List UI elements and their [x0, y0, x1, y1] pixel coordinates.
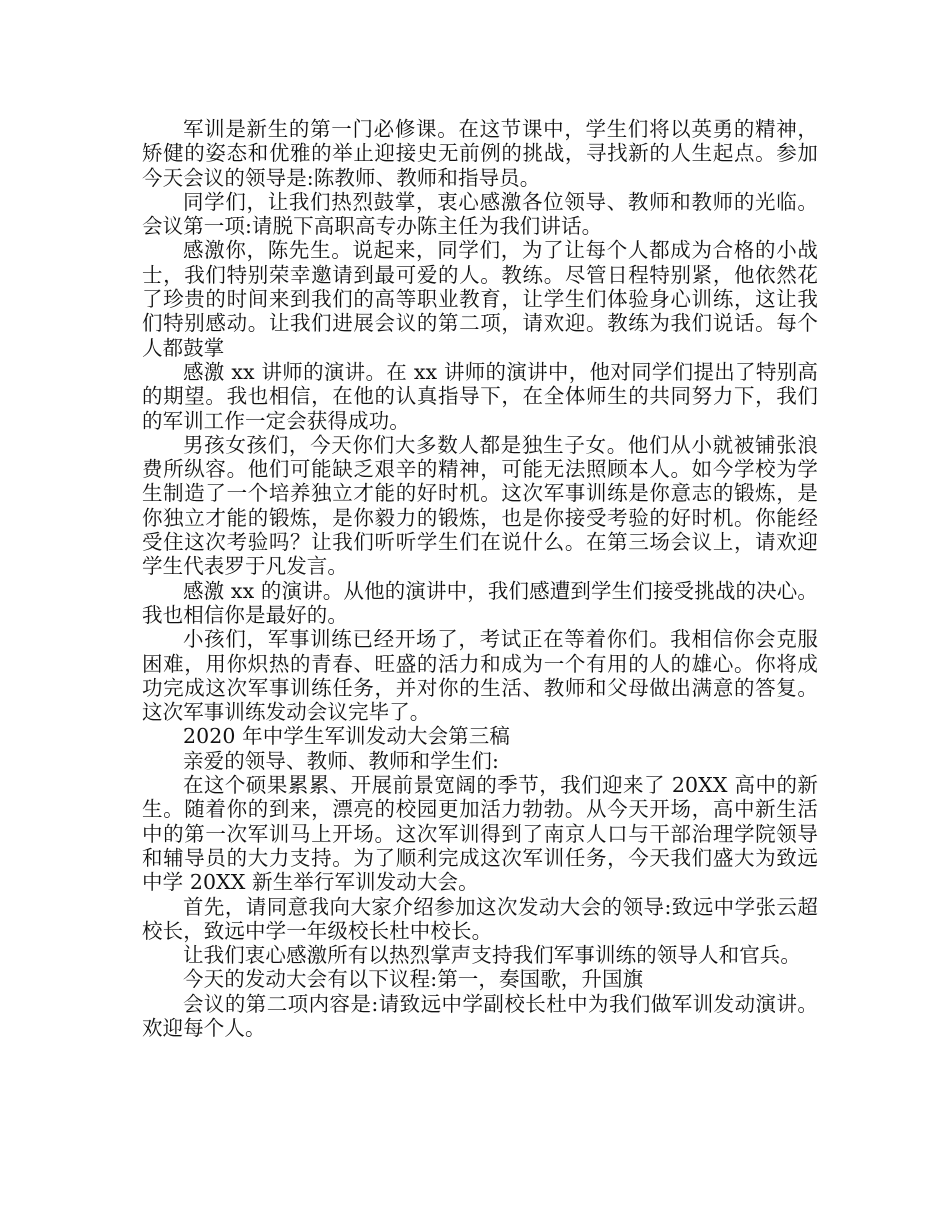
salutation: 亲爱的领导、教师、教师和学生们:: [183, 748, 500, 773]
paragraph-10: 让我们衷心感激所有以热烈掌声支持我们军事训练的领导人和官兵。: [183, 943, 801, 968]
paragraph-1: 军训是新生的第一门必修课。在这节课中，学生们将以英勇的精神，矫健的姿态和优雅的举止迎接史无前例的挑战，寻找新的人生起点。参加今天会议的领导是:陈教师、教师和指导员。: [142, 117, 818, 190]
paragraph-2: 同学们，让我们热烈鼓掌，衷心感激各位领导、教师和教师的光临。会议第一项:请脱下高职高专办陈主任为我们讲话。: [142, 189, 818, 239]
paragraph-5: 男孩女孩们，今天你们大多数人都是独生子女。他们从小就被铺张浪费所纵容。他们可能缺乏艰辛的精神，可能无法照顾本人。如今学校为学生制造了一个培养独立才能的好时机。这次军事训练是你意志的锻炼，是你独立才能的锻炼，是你毅力的锻炼，也是你接受考验的好时机。你能经受住这次考验吗？让我们听听学生们在说什么。在第三场会议上，请欢迎学生代表罗于凡发言。: [142, 432, 818, 579]
document-body: [142, 117, 818, 1040]
paragraph-9: 首先，请同意我向大家介绍参加这次发动大会的领导:致远中学张云超校长，致远中学一年级校长杜中校长。: [142, 894, 818, 943]
paragraph-7: 小孩们，军事训练已经开场了，考试正在等着你们。我相信你会克服困难，用你炽热的青春、旺盛的活力和成为一个有用的人的雄心。你将成功完成这次军事训练任务，并对你的生活、教师和父母做出满意的答复。这次军事训练发动会议完毕了。: [142, 627, 818, 725]
paragraph-11: 今天的发动大会有以下议程:第一，奏国歌，升国旗: [183, 967, 644, 992]
paragraph-8: 在这个硕果累累、开展前景宽阔的季节，我们迎来了 20XX 高中的新生。随着你的到来，漂亮的校园更加活力勃勃。从今天开场，高中新生活中的第一次军训马上开场。这次军训得到了南京人口与干部治理学院领导和辅导员的大力支持。为了顺利完成这次军训任务，今天我们盛大为致远中学 20XX 新生举行军训发动大会。: [142, 773, 818, 895]
paragraph-3: 感激你，陈先生。说起来，同学们，为了让每个人都成为合格的小战士，我们特别荣幸邀请到最可爱的人。教练。尽管日程特别紧，他依然花了珍贵的时间来到我们的高等职业教育，让学生们体验身心训练，这让我们特别感动。让我们进展会议的第二项，请欢迎。教练为我们说话。每个人都鼓掌: [142, 238, 818, 360]
section-title: 2020 年中学生军训发动大会第三稿: [183, 724, 510, 749]
paragraph-6: 感激 xx 的演讲。从他的演讲中，我们感遭到学生们接受挑战的决心。我也相信你是最好的。: [142, 578, 818, 627]
paragraph-4: 感激 xx 讲师的演讲。在 xx 讲师的演讲中，他对同学们提出了特别高的期望。我也相信，在他的认真指导下，在全体师生的共同努力下，我们的军训工作一定会获得成功。: [142, 359, 818, 433]
paragraph-12: 会议的第二项内容是:请致远中学副校长杜中为我们做军训发动演讲。欢迎每个人。: [142, 991, 818, 1040]
